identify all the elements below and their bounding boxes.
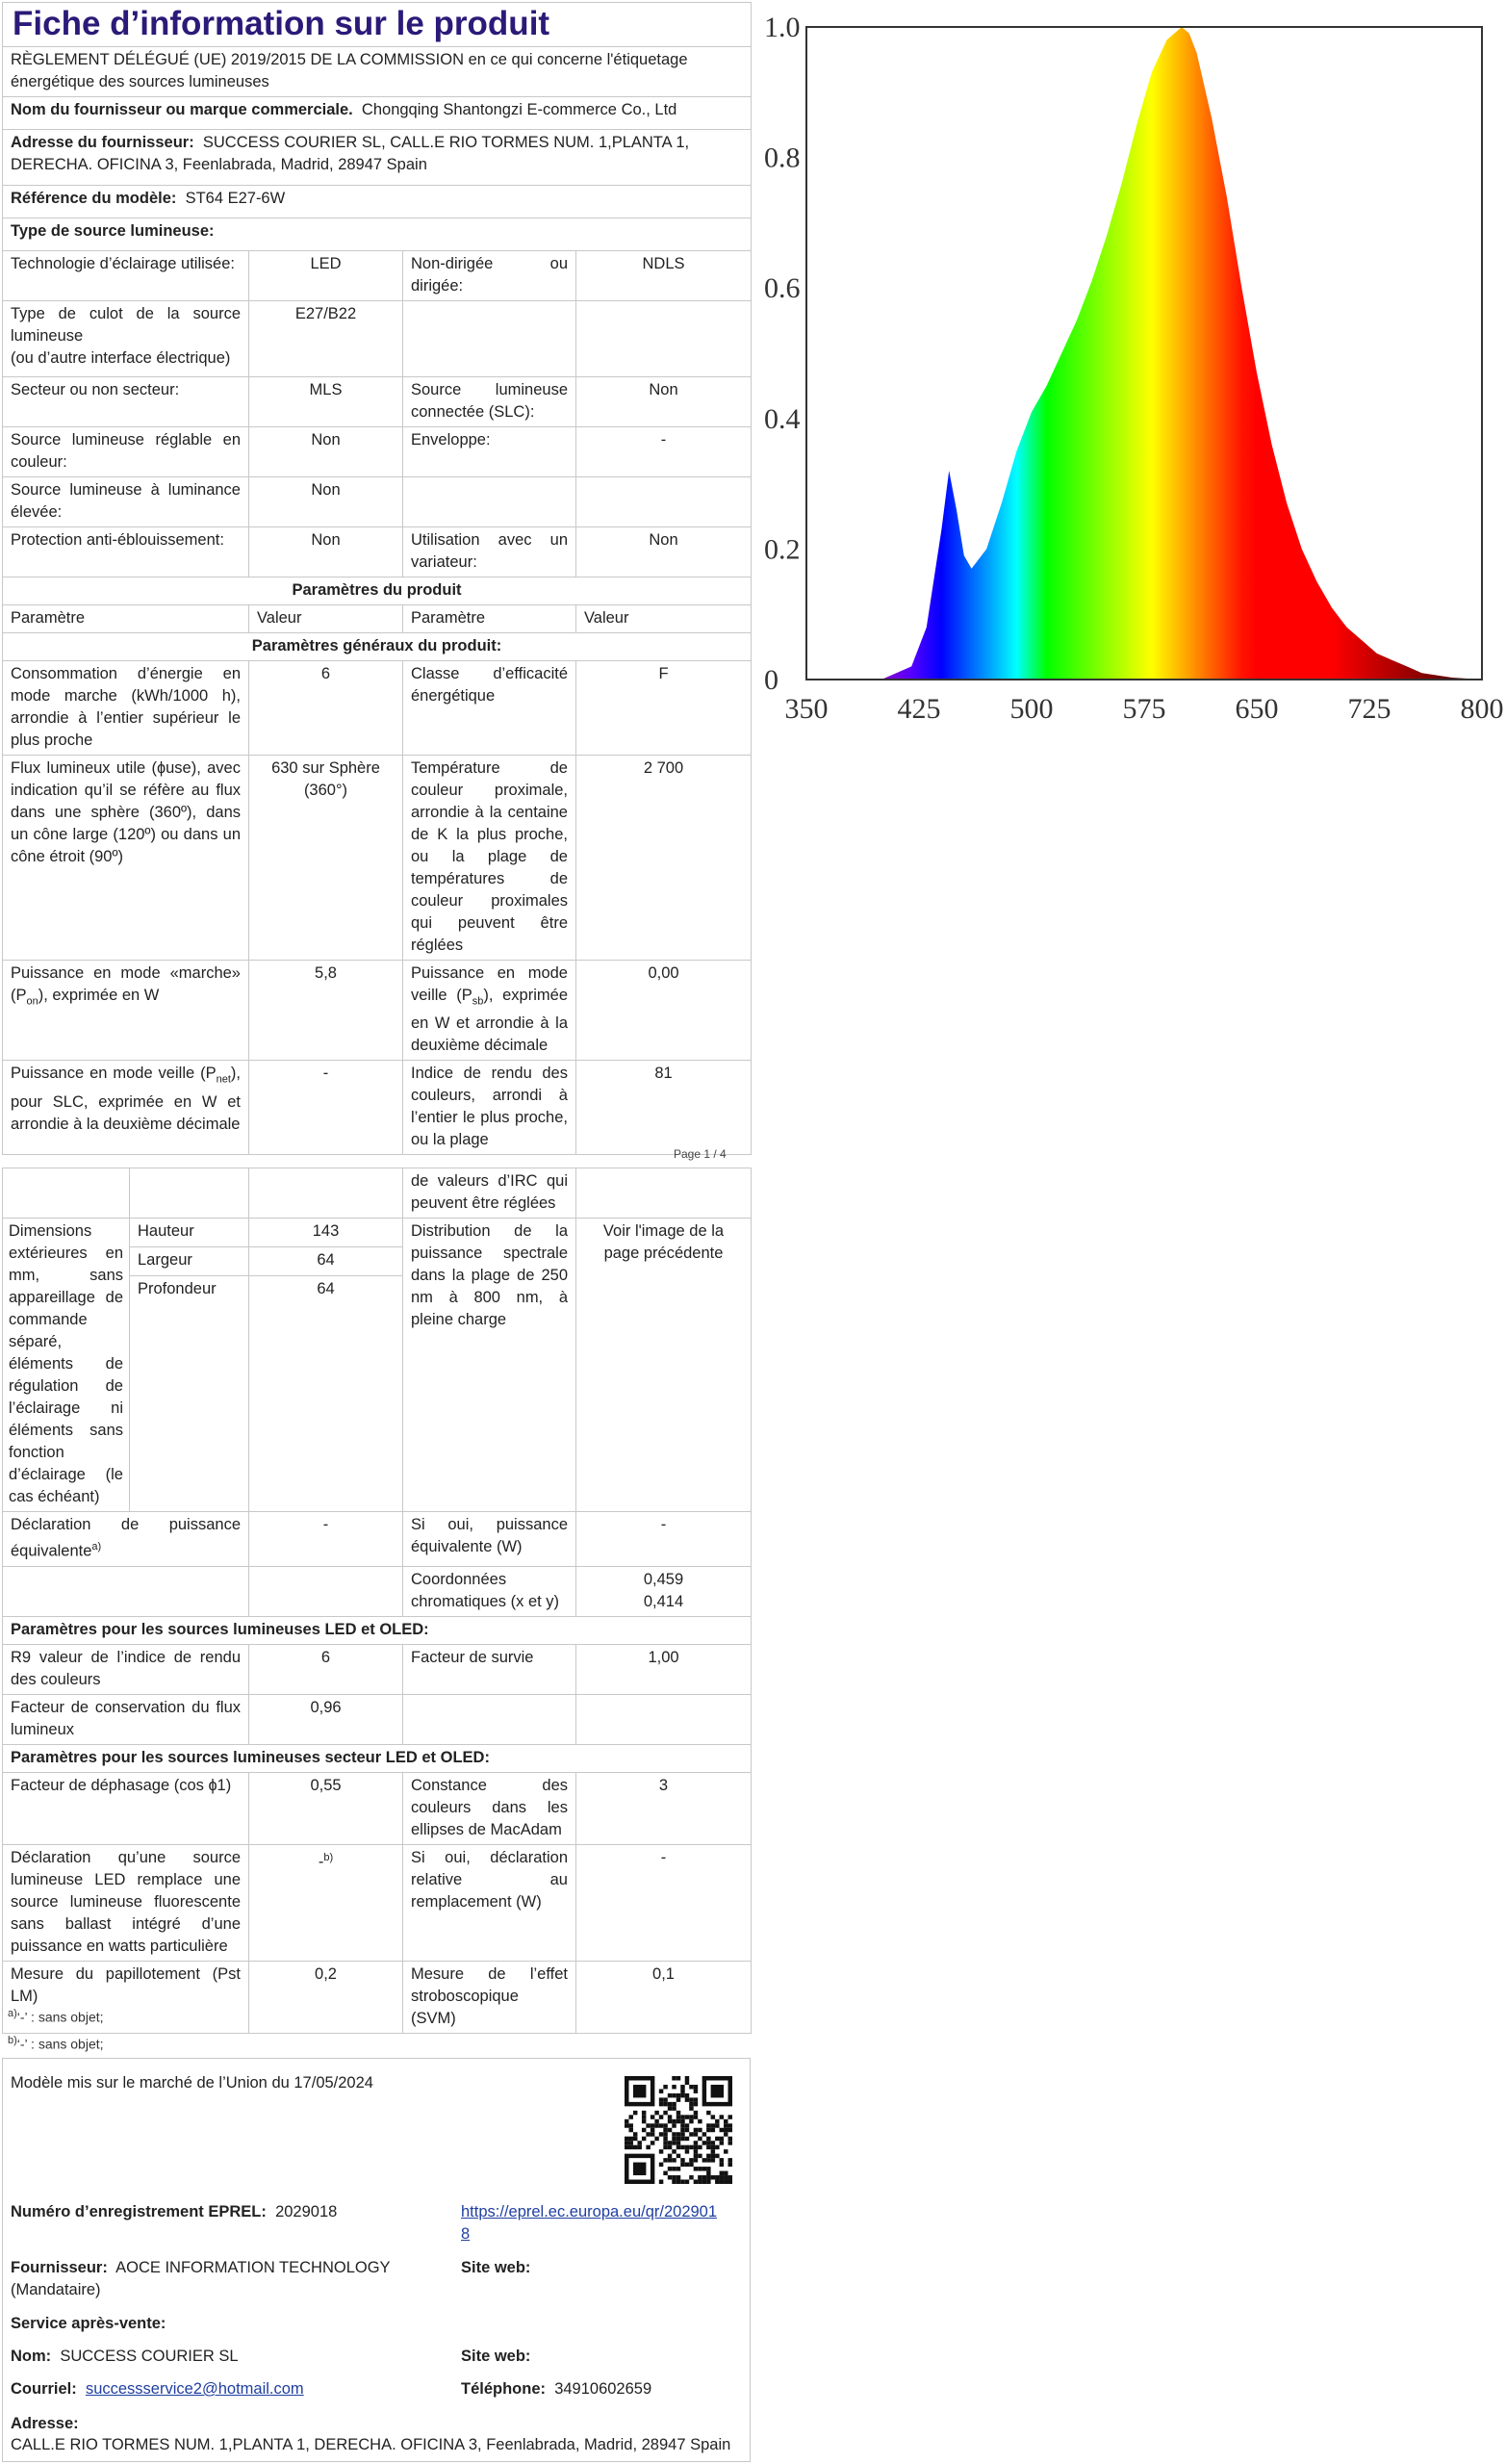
- empty-cell: [249, 1566, 403, 1616]
- clc-label: Source lumineuse connectée (SLC):: [403, 377, 576, 427]
- cct-value: 2 700: [576, 756, 752, 961]
- equivalent-power-label: Déclaration de puissance équivalente$^{a)}$: [3, 1512, 249, 1567]
- standby-power-value: 0,00: [576, 961, 752, 1061]
- empty-cell: [403, 301, 576, 377]
- color-tunable-value: Non: [249, 427, 403, 477]
- phone-label: Téléphone:: [461, 2380, 547, 2398]
- r9-value: 6: [249, 1644, 403, 1694]
- anti-glare-value: Non: [249, 527, 403, 578]
- supplier-row: [11, 2257, 453, 2301]
- flicker-value: 0,2: [249, 1961, 403, 2033]
- clc-value: Non: [576, 377, 752, 427]
- eprel-link[interactable]: https://eprel.ec.europa.eu/qr/2029018: [461, 2203, 718, 2243]
- width-value: 64: [249, 1246, 403, 1275]
- y-tick-label: 0.8: [764, 141, 801, 174]
- led-oled-heading: Paramètres pour les sources lumineuses LED et OLED:: [3, 1616, 752, 1644]
- model-row: [3, 186, 752, 218]
- x-tick-label: 725: [1347, 693, 1391, 725]
- model-label: Référence du modèle:: [11, 190, 177, 207]
- after-sales-label: Service après-vente:: [11, 2315, 166, 2332]
- empty-cell: [403, 477, 576, 527]
- dimmable-label: Utilisation avec un variateur:: [403, 527, 576, 578]
- col-param-header: Paramètre: [3, 605, 249, 633]
- chromaticity-y: 0,414: [643, 1592, 684, 1610]
- cri-label: Indice de rendu des couleurs, arrondi à l’entier le plus proche, ou la plage: [403, 1061, 576, 1155]
- high-luminance-value: Non: [249, 477, 403, 527]
- empty-cell: [576, 301, 752, 377]
- useful-flux-value: 630 sur Sphère (360°): [249, 756, 403, 961]
- model-value: ST64 E27-6W: [185, 190, 286, 207]
- y-tick-label: 0.2: [764, 533, 801, 566]
- supplier-label: Fournisseur:: [11, 2259, 108, 2276]
- directional-label: Non-dirigée ou dirigée:: [403, 251, 576, 301]
- dimensions-label: Dimensions extérieures en mm, sans appareillage de commande séparé, éléments de régulation de l’éclairage ni éléments sans fonction d’éclairage (le cas échéant): [3, 1219, 130, 1512]
- x-tick-label: 650: [1235, 693, 1279, 725]
- energy-consumption-value: 6: [249, 661, 403, 756]
- supplier-address-row: [3, 130, 752, 186]
- replacement-claim-label: Déclaration qu’une source lumineuse LED remplace une source lumineuse fluorescente sans ballast intégré d’une puissance en watts particulière: [3, 1844, 249, 1961]
- email-label: Courriel:: [11, 2380, 77, 2398]
- market-date: Modèle mis sur le marché de l’Union du 17/05/2024: [11, 2074, 373, 2092]
- width-label: Largeur: [130, 1246, 249, 1275]
- x-tick-label: 575: [1122, 693, 1166, 725]
- spectrum-curve: [806, 27, 1482, 680]
- equivalent-if-label: Si oui, puissance équivalente (W): [403, 1512, 576, 1567]
- height-value: 143: [249, 1219, 403, 1247]
- standby-power-label: Puissance en mode veille $(P_{sb})$, exprimée en W et arrondie à la deuxième décimale: [403, 961, 576, 1061]
- cap-type-value: E27/B22: [249, 301, 403, 377]
- depth-label: Profondeur: [130, 1275, 249, 1511]
- source-type-heading: Type de source lumineuse:: [3, 218, 752, 251]
- flux-maintenance-label: Facteur de conservation du flux lumineux: [3, 1694, 249, 1744]
- directional-value: NDLS: [576, 251, 752, 301]
- service-name-value: SUCCESS COURIER SL: [60, 2348, 239, 2365]
- y-tick-label: 0.6: [764, 272, 801, 305]
- col-value-header: Valeur: [249, 605, 403, 633]
- displacement-factor-value: 0,55: [249, 1772, 403, 1844]
- x-tick-label: 800: [1460, 693, 1504, 725]
- continued-sheet: [2, 1168, 751, 2034]
- continued-table-2: [2, 1511, 752, 2034]
- efficiency-class-value: F: [576, 661, 752, 756]
- anti-glare-label: Protection anti-éblouissement:: [3, 527, 249, 578]
- depth-value: 64: [249, 1275, 403, 1511]
- networked-standby-value: -: [249, 1061, 403, 1155]
- x-axis-ticks: [785, 693, 1504, 725]
- spd-label: Distribution de la puissance spectrale dans la plage de 250 nm à 800 nm, à pleine charge: [403, 1219, 576, 1512]
- mains-label: Secteur ou non secteur:: [3, 377, 249, 427]
- page-number: Page 1 / 4: [674, 1147, 727, 1161]
- cct-label: Température de couleur proximale, arrondie à la centaine de K la plus proche, ou la plage de températures de couleur proximales qui peuvent être réglées: [403, 756, 576, 961]
- qr-code-icon: [625, 2076, 732, 2184]
- cap-type-label: Type de culot de la source lumineuse: [11, 305, 241, 345]
- on-mode-power-label: Puissance en mode «marche» $(P_{on})$, exprimée en W: [3, 961, 249, 1061]
- footer-box: [2, 2058, 751, 2462]
- chromaticity-x: 0,459: [643, 1570, 684, 1588]
- stroboscopic-value: 0,1: [576, 1961, 752, 2033]
- supplier-address-value: SUCCESS COURIER SL, CALL.E RIO TORMES NUM. 1,PLANTA 1, DERECHA. OFICINA 3, Feenlabrada, Madrid, 28947 Spain: [11, 134, 690, 173]
- footnote-a: $^{a)}$‘-’ : sans objet;: [8, 2008, 104, 2025]
- cap-type-label-2: (ou d’autre interface électrique): [11, 349, 231, 367]
- empty-cell: [576, 1168, 752, 1219]
- empty-cell: [249, 1168, 403, 1219]
- mains-led-heading: Paramètres pour les sources lumineuses secteur LED et OLED:: [3, 1744, 752, 1772]
- phone-value: 34910602659: [554, 2380, 652, 2398]
- supplier-value: AOCE INFORMATION TECHNOLOGY (Mandataire): [11, 2259, 391, 2298]
- chromaticity-value: [576, 1566, 752, 1616]
- y-axis-ticks: [764, 12, 801, 696]
- equivalent-if-value: -: [576, 1512, 752, 1567]
- footnote-b: $^{b)}$‘-’ : sans objet;: [8, 2035, 104, 2052]
- displacement-factor-label: Facteur de déphasage (cos ɸ1): [3, 1772, 249, 1844]
- empty-cell: [403, 1694, 576, 1744]
- height-label: Hauteur: [130, 1219, 249, 1247]
- empty-cell: [130, 1168, 249, 1219]
- y-tick-label: 0: [764, 664, 779, 696]
- survival-factor-label: Facteur de survie: [403, 1644, 576, 1694]
- empty-cell: [576, 477, 752, 527]
- website-label: Site web:: [461, 2259, 531, 2276]
- mains-value: MLS: [249, 377, 403, 427]
- envelope-value: -: [576, 427, 752, 477]
- y-tick-label: 0.4: [764, 402, 801, 435]
- stroboscopic-label: Mesure de l’effet stroboscopique (SVM): [403, 1961, 576, 2033]
- page-title: Fiche d’information sur le produit: [3, 3, 752, 47]
- empty-cell: [3, 1566, 249, 1616]
- replacement-claim-value: -$^{b)}$: [249, 1844, 403, 1961]
- col-param-header-2: Paramètre: [403, 605, 576, 633]
- equivalent-power-value: -: [249, 1512, 403, 1567]
- cri-label-continued: de valeurs d’IRC qui peuvent être réglées: [403, 1168, 576, 1219]
- useful-flux-label: Flux lumineux utile (ɸuse), avec indication qu’il se réfère au flux dans une sphère (360º), dans un cône large (120º) ou dans un cône étroit (90º): [3, 756, 249, 961]
- supplier-name-row: [3, 97, 752, 130]
- flicker-label: Mesure du papillotement (Pst LM): [3, 1961, 249, 2033]
- y-tick-label: 1.0: [764, 12, 801, 43]
- general-params-heading: Paramètres généraux du produit:: [3, 633, 752, 661]
- empty-cell: [576, 1694, 752, 1744]
- color-tunable-label: Source lumineuse réglable en couleur:: [3, 427, 249, 477]
- on-mode-power-value: 5,8: [249, 961, 403, 1061]
- technology-value: LED: [249, 251, 403, 301]
- r9-label: R9 valeur de l’indice de rendu des couleurs: [3, 1644, 249, 1694]
- website-label-2: Site web:: [461, 2348, 531, 2365]
- continued-table: [2, 1168, 752, 1512]
- dimmable-value: Non: [576, 527, 752, 578]
- eprel-value: 2029018: [275, 2203, 338, 2220]
- x-tick-label: 350: [784, 693, 829, 725]
- supplier-name-label: Nom du fournisseur ou marque commerciale.: [11, 101, 353, 118]
- high-luminance-label: Source lumineuse à luminance élevée:: [3, 477, 249, 527]
- macadam-label: Constance des couleurs dans les ellipses de MacAdam: [403, 1772, 576, 1844]
- cri-value: 81: [576, 1061, 752, 1155]
- macadam-value: 3: [576, 1772, 752, 1844]
- product-params-heading: Paramètres du produit: [3, 578, 752, 605]
- service-name-row: [11, 2346, 239, 2368]
- x-tick-label: 500: [1009, 693, 1054, 725]
- spd-value: Voir l'image de la page précédente: [576, 1219, 752, 1512]
- envelope-label: Enveloppe:: [403, 427, 576, 477]
- address-label: Adresse:: [11, 2415, 79, 2432]
- email-link[interactable]: successservice2@hotmail.com: [85, 2380, 304, 2398]
- flux-maintenance-value: 0,96: [249, 1694, 403, 1744]
- address-value: CALL.E RIO TORMES NUM. 1,PLANTA 1, DERECHA. OFICINA 3, Feenlabrada, Madrid, 28947 Spain: [11, 2436, 731, 2453]
- phone-row: [461, 2378, 651, 2400]
- regulation-text: RÈGLEMENT DÉLÉGUÉ (UE) 2019/2015 DE LA COMMISSION en ce qui concerne l'étiquetage énergétique des sources lumineuses: [3, 47, 752, 97]
- technology-label: Technologie d’éclairage utilisée:: [3, 251, 249, 301]
- energy-consumption-label: Consommation d’énergie en mode marche (kWh/1000 h), arrondie à l’entier supérieur le plus proche: [3, 661, 249, 756]
- spectrum-area: [806, 27, 1482, 680]
- service-name-label: Nom:: [11, 2348, 52, 2365]
- spectral-distribution-chart: [760, 0, 1506, 732]
- eprel-label: Numéro d’enregistrement EPREL:: [11, 2203, 267, 2220]
- supplier-address-label: Adresse du fournisseur:: [11, 134, 194, 151]
- efficiency-class-label: Classe d’efficacité énergétique: [403, 661, 576, 756]
- empty-cell: [3, 1168, 130, 1219]
- survival-factor-value: 1,00: [576, 1644, 752, 1694]
- networked-standby-label: Puissance en mode veille $(P_{net})$, pour SLC, exprimée en W et arrondie à la deuxième décimale: [3, 1061, 249, 1155]
- product-info-table: [2, 2, 752, 1155]
- chromaticity-label: Coordonnées chromatiques (x et y): [403, 1566, 576, 1616]
- cap-type-cell: [3, 301, 249, 377]
- replacement-if-label: Si oui, déclaration relative au remplacement (W): [403, 1844, 576, 1961]
- col-value-header-2: Valeur: [576, 605, 752, 633]
- eprel-row: [11, 2201, 337, 2223]
- x-tick-label: 425: [897, 693, 941, 725]
- email-row: [11, 2378, 304, 2400]
- replacement-if-value: -: [576, 1844, 752, 1961]
- supplier-name-value: Chongqing Shantongzi E-commerce Co., Ltd: [361, 101, 677, 118]
- product-sheet: [2, 2, 751, 1155]
